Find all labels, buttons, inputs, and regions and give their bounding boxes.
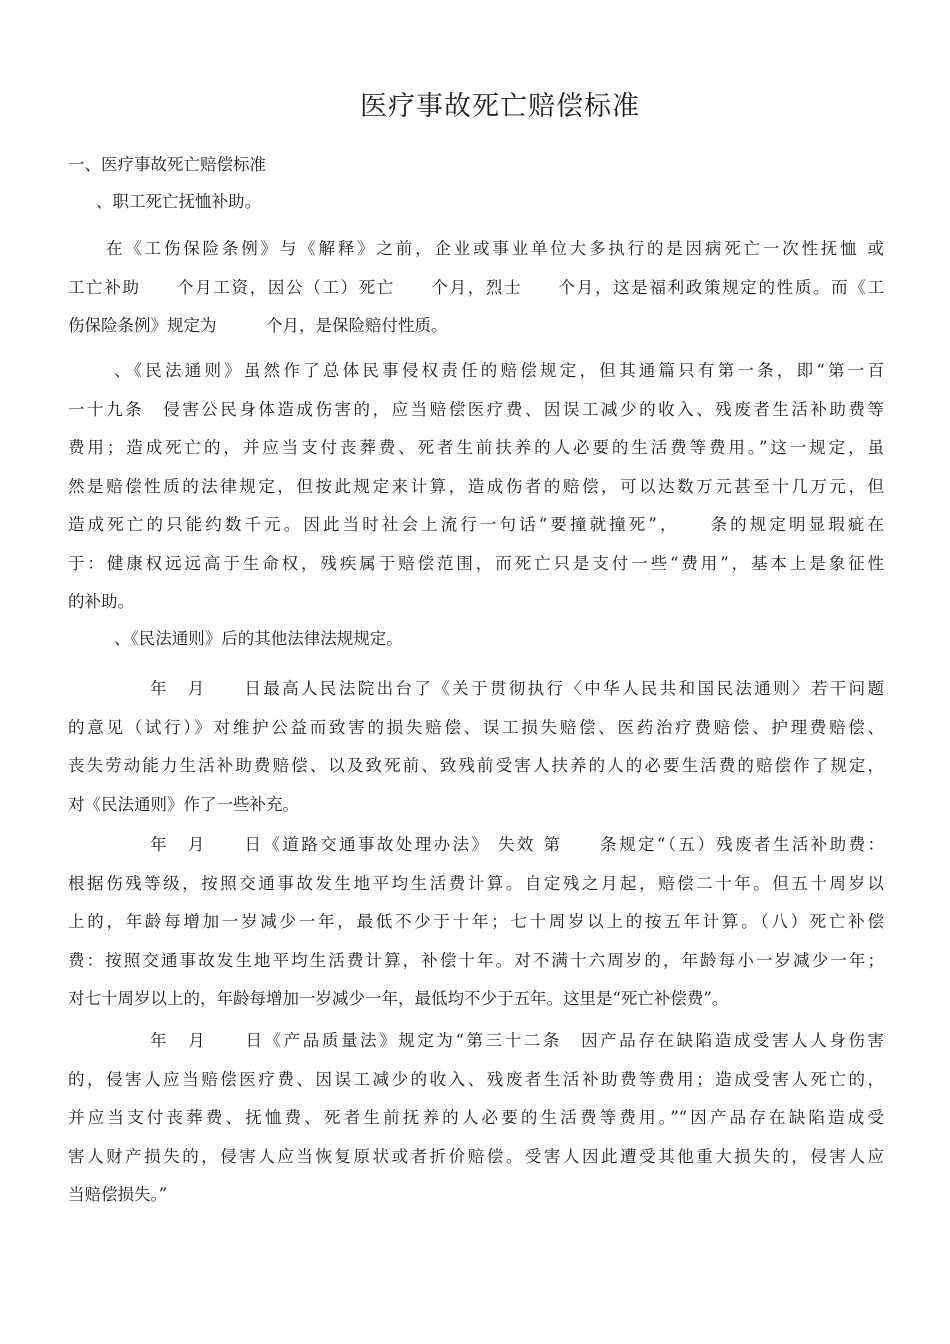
paragraph-line: 上的，年龄每增加一岁减少一年，最低不少于十年；七十周岁以上的按五年计算。（八）死亡补偿 (68, 912, 884, 931)
paragraph-civil-law (68, 352, 884, 622)
paragraph-line: 造成死亡的只能约数千元。因此当时社会上流行一句话“要撞就撞死”， 条的规定明显瑕疵在 (68, 515, 884, 534)
paragraph-line: 的意见（试行）》对维护公益而致害的损失赔偿、误工损失赔偿、医药治疗费赔偿、护理费赔偿、 (68, 717, 884, 737)
paragraph-work-injury (68, 230, 884, 346)
paragraph-line: 一十九条 侵害公民身体造成伤害的，应当赔偿医疗费、因误工减少的收入、残废者生活补助费等 (68, 399, 884, 419)
paragraph-line: 的补助。 (68, 592, 134, 611)
paragraph-line: 当赔偿损失。” (68, 1185, 168, 1204)
paragraph-line: 对《民法通则》作了一些补充。 (68, 794, 299, 814)
paragraph-line: 在《工伤保险条例》与《解释》之前，企业或事业单位大多执行的是因病死亡一次性抚恤 或 (106, 239, 884, 258)
paragraph-supreme-court (68, 670, 884, 824)
document-title: 医疗事故死亡赔偿标准 (360, 91, 640, 122)
paragraph-line: 工亡补助 个月工资，因公（工）死亡 个月，烈士 个月，这是福利政策规定的性质。而《工 (68, 277, 884, 297)
paragraph-other-laws (68, 620, 884, 659)
paragraph-line: 对七十周岁以上的，年龄每增加一岁减少一年，最低均不少于五年。这里是“死亡补偿费”。 (68, 989, 729, 1008)
paragraph-line: 根据伤残等级，按照交通事故发生地平均生活费计算。自定残之月起，赔偿二十年。但五十周岁以 (68, 873, 884, 893)
paragraph-line: 害人财产损失的，侵害人应当恢复原状或者折价赔偿。受害人因此遭受其他重大损失的，侵害人应 (68, 1146, 884, 1166)
subsection-heading: 、职工死亡抚恤补助。 (96, 192, 261, 211)
paragraph-line: 费：按照交通事故发生地平均生活费计算，补偿十年。对不满十六周岁的，年龄每小一岁减少一年； (68, 950, 884, 970)
paragraph-line: 然是赔偿性质的法律规定，但按此规定来计算，造成伤者的赔偿，可以达数万元甚至十几万元，但 (68, 476, 884, 496)
paragraph-line: 费用；造成死亡的，并应当支付丧葬费、死者生前扶养的人必要的生活费等费用。”这一规定，虽 (68, 438, 884, 457)
paragraph-line: 伤保险条例》规定为 个月，是保险赔付性质。 (68, 316, 448, 335)
paragraph-line: 、《民法通则》后的其他法律法规规定。 (114, 629, 403, 648)
paragraph-line: 的，侵害人应当赔偿医疗费、因误工减少的收入、残废者生活补助费等费用；造成受害人死亡的， (68, 1069, 884, 1089)
paragraph-line: 丧失劳动能力生活补助费赔偿、以及致死前、致残前受害人扶养的人的必要生活费的赔偿作了规定， (68, 756, 884, 775)
paragraph-line: 于：健康权远远高于生命权，残疾属于赔偿范围，而死亡只是支付一些“费用”，基本上是象征性 (68, 553, 884, 573)
paragraph-line: 年 月 日最高人民法院出台了《关于贯彻执行〈中华人民共和国民法通则〉若干问题 (150, 679, 884, 698)
paragraph-line: 年 月 日《道路交通事故处理办法》 失效 第 条规定“（五）残废者生活补助费： (150, 835, 884, 854)
paragraph-traffic-accident (68, 826, 884, 1019)
paragraph-line: 年 月 日《产品质量法》规定为“第三十二条 因产品存在缺陷造成受害人人身伤害 (150, 1031, 884, 1050)
paragraph-line: 、《民法通则》虽然作了总体民事侵权责任的赔偿规定，但其通篇只有第一条，即“第一百 (114, 361, 884, 380)
paragraph-line: 并应当支付丧葬费、抚恤费、死者生前抚养的人必要的生活费等费用。”“因产品存在缺陷造成受 (68, 1108, 884, 1127)
paragraph-product-quality (68, 1022, 884, 1215)
section-heading: 一、医疗事故死亡赔偿标准 (68, 155, 266, 174)
